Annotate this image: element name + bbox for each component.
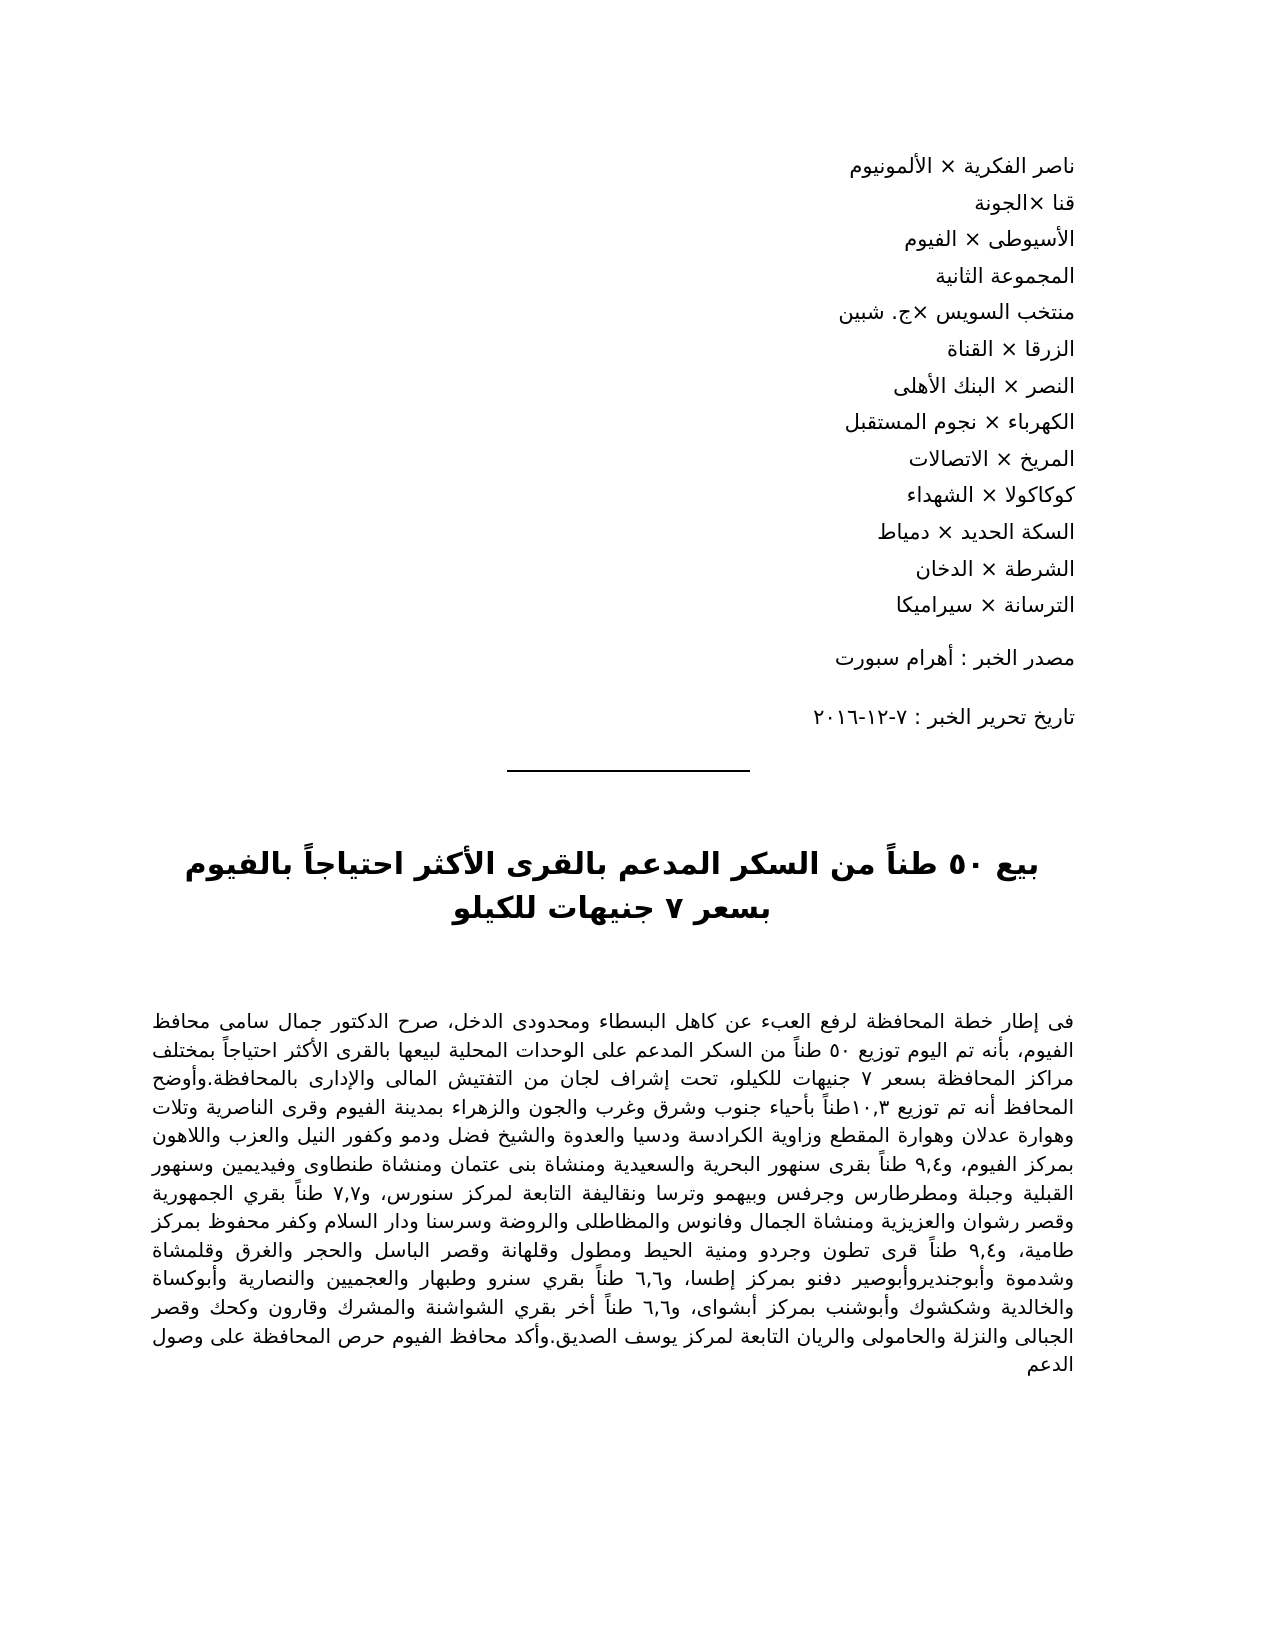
match-item: السكة الحديد × دمياط xyxy=(877,519,1075,544)
article-headline: بيع ٥٠ طناً من السكر المدعم بالقرى الأكثر احتياجاً بالفيوم بسعر ٧ جنيهات للكيلو xyxy=(184,847,1040,926)
group-heading: المجموعة الثانية xyxy=(935,263,1075,288)
news-date: تاريخ تحرير الخبر : ٧-١٢-٢٠١٦ xyxy=(813,705,1075,729)
match-item: منتخب السويس ×ج. شبين xyxy=(838,300,1075,325)
article-body: فى إطار خطة المحافظة لرفع العبء عن كاهل البسطاء ومحدودى الدخل، صرح الدكتور جمال سامى محافظ الفيوم، بأنه تم اليوم توزيع ٥٠ طناً من السكر المدعم على الوحدات المحلية لبيعها بالقرى الأكثر احتياجاً بمختلف مراكز المحافظة بسعر ٧ جنيهات للكيلو، تحت إشراف لجان من التفتيش المالى والإدارى بالمحافظة.وأوضح المحافظ أنه تم توزيع ١٠,٣طناً بأحياء جنوب وشرق وغرب والجون والزهراء بمدينة الفيوم وقرى الناصرية وتلات وهوارة عدلان وهوارة المقطع وزاوية الكرادسة ودسيا والعدوة والشيخ فضل ودمو وكفور النيل والعزب واللاهون بمركز الفيوم، و٩,٤ طناً بقرى سنهور البحرية والسعيدية ومنشاة بنى عتمان ومنشاة طنطاوى وفيديمين وسنهور القبلية وجبلة ومطرطارس وجرفس وبيهمو وترسا ونقاليفة التابعة لمركز سنورس، و٧,٧ طناً بقري الجمهورية وقصر رشوان والعزيزية ومنشاة الجمال وفانوس والمظاطلى والروضة وسرسنا ودار السلام وكفر محفوظ بمركز طامية، و٩,٤ طناً قرى تطون وجردو ومنية الحيط ومطول وقلهانة وقصر الباسل والحجر والغرق وقلمشاة وشدموة وأبوجنديروأبوصير دفنو بمركز إطسا، و٦,٦ طناً بقري سنرو وطبهار والعجميين والنصارية وأبوكساة والخالدية وشكشوك وأبوشنب بمركز أبشواى، و٦,٦ طناً أخر بقري الشواشنة والمشرك وقارون وكحك وقصر الجبالى والنزلة والحامولى والريان التابعة لمركز يوسف الصديق.وأكد محافظ الفيوم حرص المحافظة على وصول الدعم xyxy=(152,1009,1075,1377)
match-item: كوكاكولا × الشهداء xyxy=(906,483,1075,508)
match-item: النصر × البنك الأهلى xyxy=(893,373,1075,398)
match-item: ناصر الفكرية × الألمونيوم xyxy=(849,154,1075,178)
match-item: الزرقا × القناة xyxy=(947,336,1075,361)
match-item: الشرطة × الدخان xyxy=(915,556,1075,581)
match-item: الأسيوطى × الفيوم xyxy=(904,227,1075,252)
match-item: قنا ×الجونة xyxy=(974,190,1075,215)
section-divider xyxy=(507,770,750,772)
match-item: الترسانة × سيراميكا xyxy=(895,593,1075,618)
match-list xyxy=(475,148,1075,624)
news-source: مصدر الخبر : أهرام سبورت xyxy=(834,646,1075,670)
match-item: الكهرباء × نجوم المستقبل xyxy=(844,410,1075,435)
match-item: المريخ × الاتصالات xyxy=(908,446,1075,471)
